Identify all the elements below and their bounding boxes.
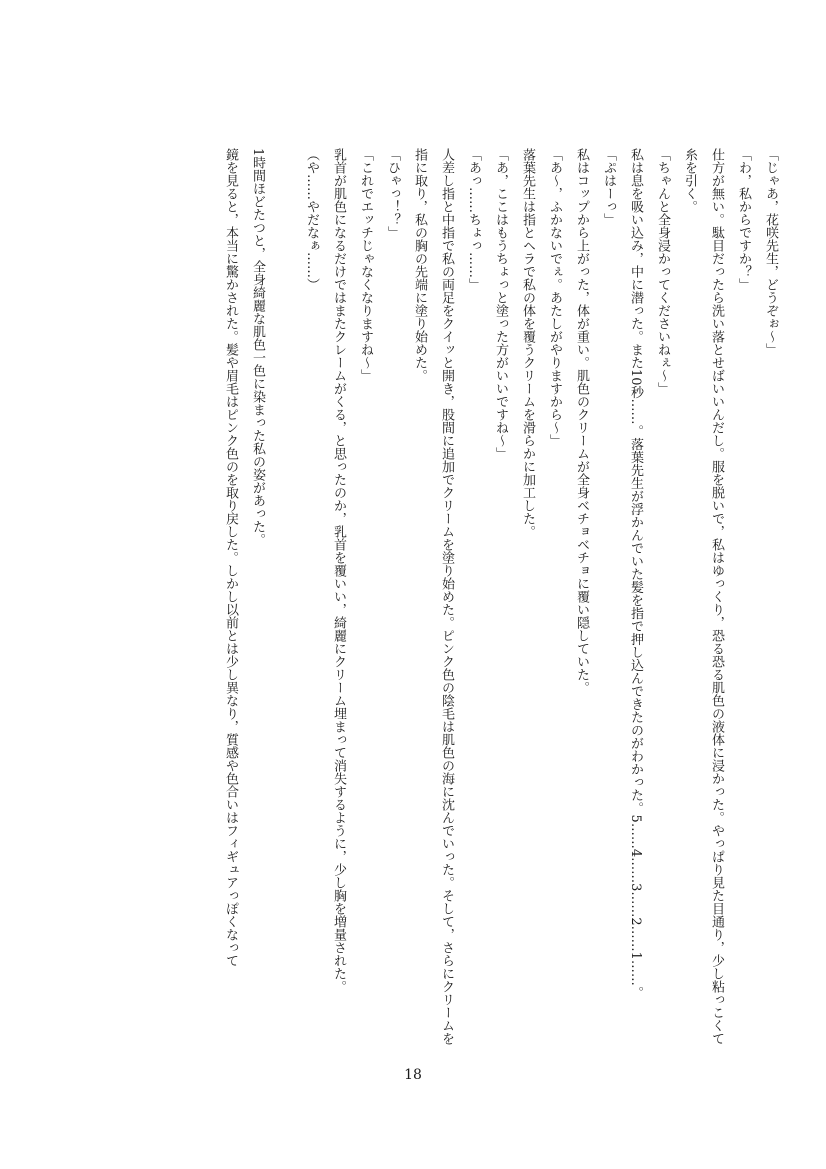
text-line: 鏡を見ると，本当に驚かされた。髪や眉毛はピンク色のを取り戻した。しかし以前とは少し異なり，質感や色合いはフィギュアっぽくなって (223, 148, 238, 967)
text-line: 乳首が肌色になるだけではまたクレームがくる，と思ったのか，乳首を覆いい，綺麗にクリーム埋まって消失するように，少し胸を増量された。 (331, 148, 346, 993)
text-line: 「ちゃんと全身浸かってくださいねぇ～」 (655, 148, 670, 395)
text-line: 「あ～，ふかないでぇ。あたしがやりますから～」 (547, 148, 562, 447)
text-line: 私は息を吸い込み，中に潜った。また10秒……。落葉先生が浮かんでいた髪を指で押し込んできたのがわかった。5……4……3……2……1……。 (628, 148, 643, 999)
vertical-text-body (34, 148, 784, 1048)
text-line: 私はコップから上がった，体が重い。肌色のクリームが全身ベチョベチョに覆い隠していた。 (574, 148, 589, 694)
text-line: 「ひゃっ！？」 (385, 148, 400, 239)
text-line: 人差し指と中指で私の両足をクイッと開き，股間に追加でクリームを塗り始めた。ピンク色の陰毛は肌色の海に沈んでいった。そして，さらにクリームを指に取り，私の胸の先端に塗り始めた。 (412, 148, 454, 1045)
blank-line (271, 148, 298, 1048)
text-line: 「これでエッチじゃなくなりますね～」 (358, 148, 373, 382)
text-line: 1時間ほどたつと，全身綺麗な肌色一色に染まった私の姿があった。 (250, 148, 265, 547)
text-line: 「あ，ここはもうちょっと塗った方がいいですね～」 (493, 148, 508, 460)
text-line: 「あっ……ちょっ……」 (466, 148, 481, 291)
text-line: 「ぷはーっ」 (601, 148, 616, 226)
text-line: （や……やだなぁ……） (304, 148, 319, 291)
text-line: 「わ，私からですか？」 (736, 148, 751, 291)
text-line: 「じゃあ，花咲先生，どうぞぉ～」 (763, 148, 778, 356)
text-line: 仕方が無い。駄目だったら洗い落とせばいいんだし。服を脱いで，私はゆっくり，恐る恐る肌色の液体に浸かった。やっぱり見た目通り，少し粘っこくて糸を引く。 (682, 148, 724, 1045)
page-number: 18 (404, 1067, 422, 1083)
text-line: 落葉先生は指とヘラで私の体を覆うクリームを滑らかに加工した。 (520, 148, 535, 538)
